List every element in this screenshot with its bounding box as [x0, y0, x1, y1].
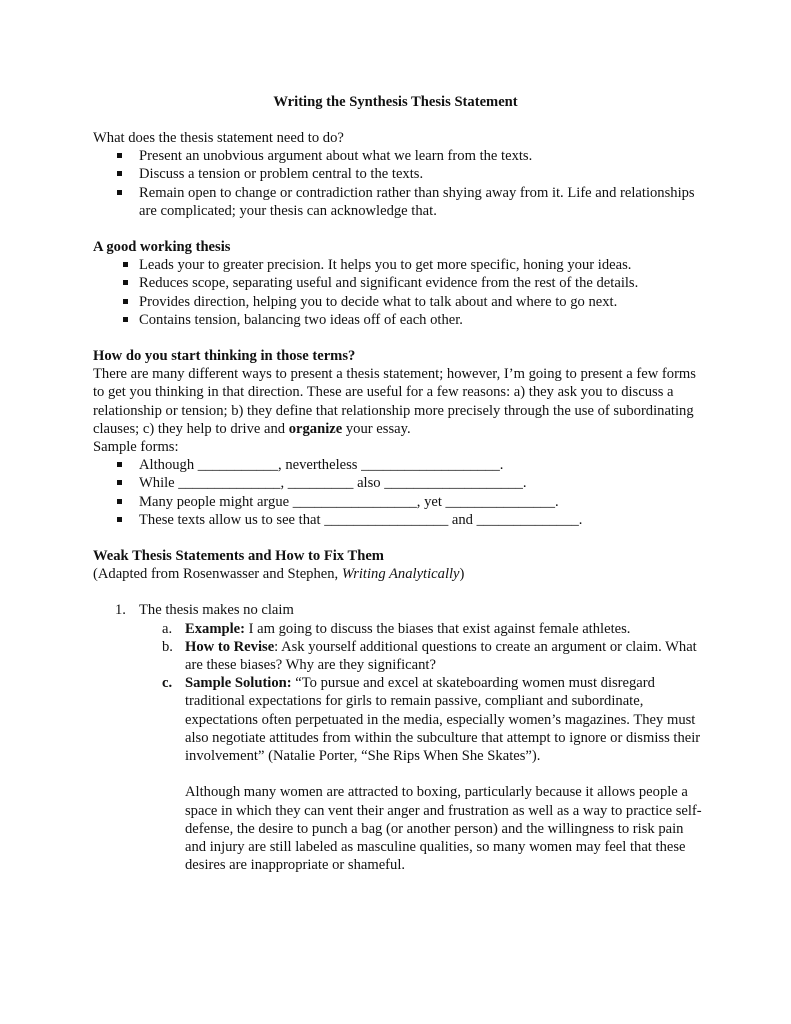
adapted-note: (Adapted from Rosenwasser and Stephen, Writing Analytically)	[93, 566, 465, 583]
square-bullet-icon	[123, 262, 128, 267]
sub-item-example: a. Example: I am going to discuss the biases that exist against female athletes.	[162, 620, 631, 637]
section-heading-weak-thesis: Weak Thesis Statements and How to Fix Them	[93, 548, 384, 565]
square-bullet-icon	[117, 171, 122, 176]
good-thesis-list	[93, 256, 703, 329]
section-heading-start-thinking: How do you start thinking in those terms?	[93, 348, 356, 365]
sub-item-sample-solution: c. Sample Solution: “To pursue and excel at skateboarding women must disregard traditional expectations for girls to remain passive, compliant and subordinate, expectations often perpetuated in the media, especially women’s magazines. They must also negotiate attitudes from within the subculture that attempt to ignore or dismiss their involvement” (Natalie Porter, “She Rips When She Skates”).	[162, 675, 701, 765]
list-item: Present an unobvious argument about what we learn from the texts.	[93, 147, 703, 165]
sample-forms-label: Sample forms:	[93, 439, 179, 456]
sub-item-how-to-revise: b. How to Revise: Ask yourself additional questions to create an argument or claim. What are these biases? Why are they significant?	[162, 638, 697, 674]
list-item: Discuss a tension or problem central to the texts.	[93, 165, 703, 183]
numbered-item-1: 1. The thesis makes no claim	[115, 602, 294, 619]
list-item: Although ___________, nevertheless ___________________.	[93, 456, 703, 474]
page-title: Writing the Synthesis Thesis Statement	[273, 94, 518, 110]
document-body	[93, 129, 703, 874]
thesis-needs-list	[93, 147, 703, 220]
list-item: Leads your to greater precision. It helps you to get more specific, honing your ideas.	[93, 256, 703, 274]
list-item: Remain open to change or contradiction rather than shying away from it. Life and relationships are complicated; your thesis can acknowledge that.	[93, 184, 703, 220]
square-bullet-icon	[117, 499, 122, 504]
square-bullet-icon	[117, 480, 122, 485]
square-bullet-icon	[117, 462, 122, 467]
square-bullet-icon	[123, 317, 128, 322]
square-bullet-icon	[123, 280, 128, 285]
sample-forms-list	[93, 456, 703, 529]
list-item: Provides direction, helping you to decide what to talk about and where to go next.	[93, 293, 703, 311]
thesis-question: What does the thesis statement need to do?	[93, 130, 344, 146]
list-item: Contains tension, balancing two ideas off of each other.	[93, 311, 703, 329]
list-item: These texts allow us to see that _________________ and ______________.	[93, 511, 703, 529]
list-item: While ______________, _________ also ___________________.	[93, 474, 703, 492]
intro-paragraph: There are many different ways to present a thesis statement; however, I’m going to present a few forms to get you thinking in that direction. These are useful for a few reasons: a) they ask you to discuss a relationship or tension; b) they define that relationship more precisely through the use of subordinating clauses; c) they help to drive and organize your essay.	[93, 366, 696, 437]
list-item: Reduces scope, separating useful and significant evidence from the rest of the details.	[93, 274, 703, 292]
list-item: Many people might argue _________________, yet _______________.	[93, 493, 703, 511]
square-bullet-icon	[123, 299, 128, 304]
section-heading-good-thesis: A good working thesis	[93, 239, 231, 256]
square-bullet-icon	[117, 153, 122, 158]
sample-solution-second-paragraph: Although many women are attracted to boxing, particularly because it allows people a space in which they can vent their anger and frustration as well as a way to practice self-defense, the desire to punch a bag (or another person) and the willingness to risk pain and injury are still labeled as masculine qualities, so many women may feel that these desires are inappropriate or shameful.	[185, 784, 702, 874]
square-bullet-icon	[117, 190, 122, 195]
square-bullet-icon	[117, 517, 122, 522]
